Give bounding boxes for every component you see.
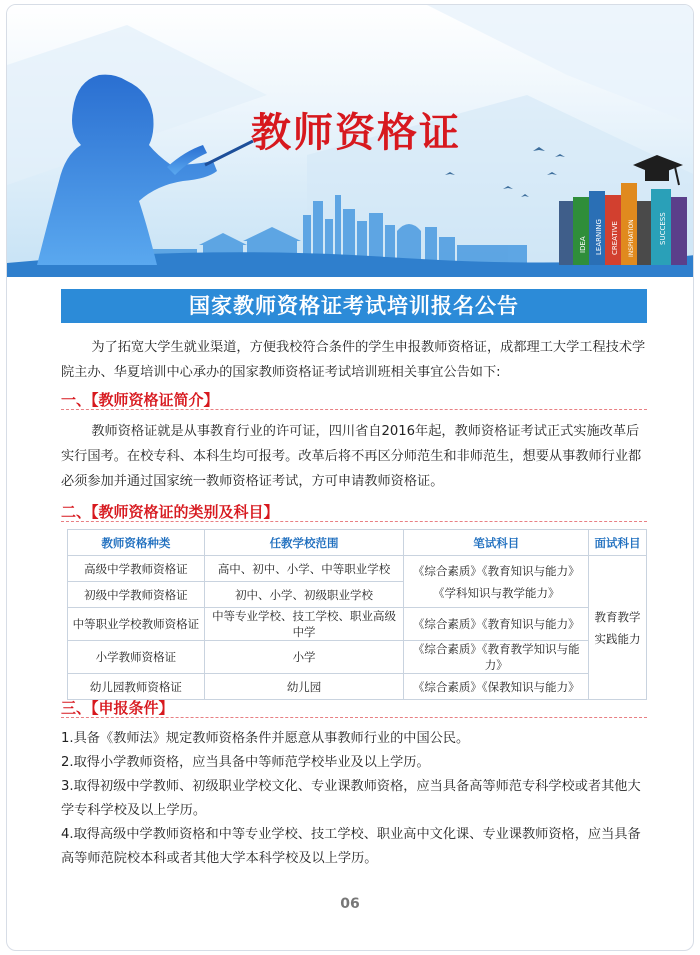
banner — [7, 5, 694, 277]
page-number: 06 — [340, 896, 360, 912]
table-cell: 幼儿园教师资格证 — [68, 674, 205, 700]
table-row — [68, 608, 647, 641]
table-cell: 幼儿园 — [204, 674, 404, 700]
section-divider — [61, 409, 647, 410]
interview-subject-line: 教育教学 — [594, 609, 641, 624]
book-spine-text: LEARNING — [595, 219, 603, 255]
table-header-cell: 教师资格种类 — [68, 530, 205, 556]
table-cell: 小学教师资格证 — [68, 641, 205, 674]
table-cell: 初级中学教师资格证 — [68, 582, 205, 608]
list-item: 2.取得小学教师资格，应当具备中等师范学校毕业及以上学历。 — [61, 755, 430, 770]
table-cell: 《综合素质》《保教知识与能力》 — [404, 674, 589, 700]
table-header-cell: 面试科目 — [589, 530, 647, 556]
section2-title: 二、【教师资格证的类别及科目】 — [61, 503, 279, 521]
table-header-cell: 笔试科目 — [404, 530, 589, 556]
table-cell: 高中、初中、小学、中等职业学校 — [204, 556, 404, 582]
page-frame — [6, 4, 694, 951]
subjects-table — [67, 529, 647, 700]
table-row — [68, 641, 647, 674]
section-divider — [61, 717, 647, 718]
list-item: 3.取得初级中学教师、初级职业学校文化、专业课教师资格，应当具备高等师范专科学校或者其他大学专科学校及以上学历。 — [61, 779, 641, 818]
banner-title: 教师资格证 — [251, 110, 461, 156]
section1-body: 教师资格证就是从事教育行业的许可证，四川省自2016年起，教师资格证考试正式实施改革后实行国考。在校专科、本科生均可报考。改革后将不再区分师范生和非师范生，想要从事教师行业都必须参加并通过国家统一教师资格证考试，方可申请教师资格证。 — [61, 424, 642, 489]
section1-title: 一、【教师资格证简介】 — [61, 391, 219, 409]
requirements-list — [61, 727, 651, 871]
pointer-icon — [205, 141, 253, 165]
written-subjects-line: 《学科知识与教学能力》 — [432, 585, 560, 600]
table-cell: 中等专业学校、技工学校、职业高级中学 — [204, 608, 404, 641]
table-cell: 初中、小学、初级职业学校 — [204, 582, 404, 608]
intro-paragraph: 为了拓宽大学生就业渠道，方便我校符合条件的学生申报教师资格证，成都理工大学工程技术学院主办、华夏培训中心承办的国家教师资格证考试培训班相关事宜公告如下: — [61, 340, 646, 380]
list-item: 1.具备《教师法》规定教师资格条件并愿意从事教师行业的中国公民。 — [61, 731, 470, 746]
section-divider — [61, 521, 647, 522]
table-cell: 高级中学教师资格证 — [68, 556, 205, 582]
table-header-cell: 任教学校范围 — [204, 530, 404, 556]
table-cell: 中等职业学校教师资格证 — [68, 608, 205, 641]
table-row — [68, 556, 647, 582]
section3-title: 三、【申报条件】 — [61, 699, 174, 717]
interview-subject-line: 实践能力 — [594, 631, 641, 646]
table-cell: 《综合素质》《教育教学知识与能力》 — [404, 641, 589, 674]
book-spine-text: CREATIVE — [611, 221, 619, 255]
table-cell-interview — [589, 556, 647, 700]
table-header-row — [68, 530, 647, 556]
book-spine-text: IDEA — [579, 236, 587, 253]
table-cell-written-merged — [404, 556, 589, 608]
list-item: 4.取得高级中学教师资格和中等专业学校、技工学校、职业高中文化课、专业课教师资格，应当具备高等师范院校本科或者其他大学本科学校及以上学历。 — [61, 827, 641, 866]
book-spine-text: SUCCESS — [659, 212, 667, 245]
table-cell: 小学 — [204, 641, 404, 674]
table-cell: 《综合素质》《教育知识与能力》 — [404, 608, 589, 641]
written-subjects-line: 《综合素质》《教育知识与能力》 — [412, 563, 580, 578]
page-headline: 国家教师资格证考试培训报名公告 — [61, 289, 647, 323]
table-row — [68, 674, 647, 700]
book-spine-text: INSPIRATION — [628, 219, 635, 257]
